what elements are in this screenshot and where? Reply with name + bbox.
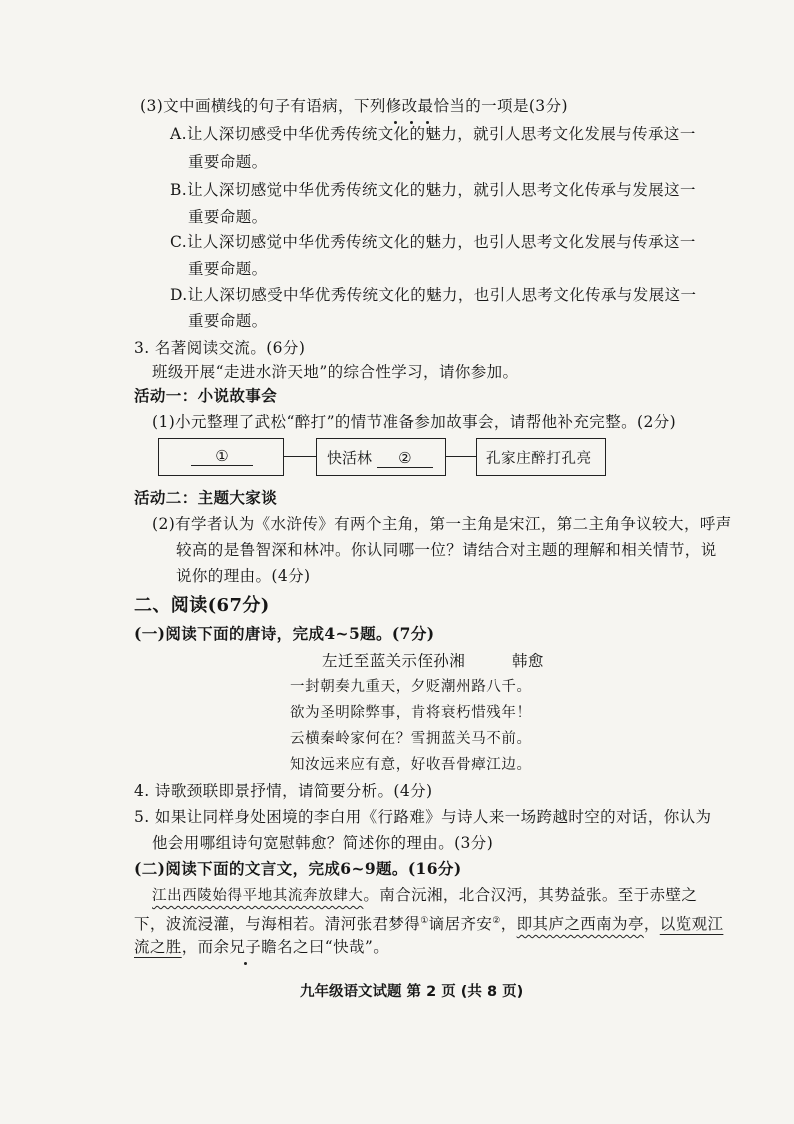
wenyan-text: ， (500, 915, 517, 934)
plot-box-3 (476, 438, 606, 476)
q5-line2: 他会用哪组诗句宽慰韩愈？简述你的理由。(3分) (152, 834, 494, 852)
wenyan-underlined-3: 以览观江 (659, 915, 724, 934)
activity2-title: 活动二：主题大家谈 (134, 488, 278, 507)
q5-line1: 5. 如果让同样身处困境的李白用《行路难》与诗人来一场跨越时空的对话，你认为 (134, 808, 712, 826)
section3-intro: 班级开展“走进水浒天地”的综合性学习，请你参加。 (152, 363, 519, 381)
poem-line: 欲为圣明除弊事，肯将衰朽惜残年！ (290, 705, 532, 721)
reading2-title: (二)阅读下面的文言文，完成6~9题。(16分) (134, 859, 462, 878)
plot-box-3-label: 孔家庄醉打孔亮 (486, 451, 592, 467)
poem-author: 韩愈 (512, 652, 544, 670)
wenyan-text: 。南合沅湘，北合汉沔，其势益张。至于赤壁之 (363, 886, 698, 904)
q3-option-d-line2: 重要命题。 (188, 312, 268, 330)
activity2-line3: 说你的理由。(4分) (176, 567, 311, 585)
wenyan-underlined-2: 即其庐之西南为亭 (516, 915, 644, 934)
wenyan-line3 (134, 937, 389, 957)
reading1-title: (一)阅读下面的唐诗，完成4~5题。(7分) (134, 624, 435, 643)
part2-title: 二、阅读(67分) (134, 595, 270, 616)
activity1-question: (1)小元整理了武松“醉打”的情节准备参加故事会，请帮他补充完整。(2分) (152, 413, 677, 431)
q3-option-d-line1: D.让人深切感受中华优秀传统文化的魅力，也引人思考文化传承与发展这一 (170, 286, 697, 304)
wenyan-line1 (152, 885, 697, 906)
activity2-line2: 较高的是鲁智深和林冲。你认同哪一位？请结合对主题的理解和相关情节，说 (176, 541, 717, 559)
blank-2: ② (377, 449, 433, 468)
q3-option-c-line2: 重要命题。 (188, 260, 268, 278)
wenyan-text: 谪居齐安 (428, 915, 493, 934)
footnote-marker: ① (420, 916, 429, 926)
plot-box-1 (158, 438, 284, 476)
activity1-title: 活动一：小说故事会 (134, 386, 278, 405)
plot-connector (446, 456, 476, 457)
q3-option-b-line1: B.让人深切感觉中华优秀传统文化的魅力，就引人思考文化传承与发展这一 (170, 181, 696, 199)
page-footer: 九年级语文试题 第 2 页 (共 8 页) (300, 984, 524, 1000)
wenyan-text: ， (643, 915, 660, 934)
plot-flow (158, 438, 604, 478)
plot-connector (284, 456, 316, 457)
wenyan-text: 下，波流浸灌，与海相若。清河张君梦得 (134, 915, 421, 934)
wenyan-underlined-4: 流之胜 (134, 938, 182, 956)
q3-stem: (3)文中画横线的句子有语病，下列修改最恰当的一项是(3分) (140, 97, 568, 115)
q3-option-c-line1: C.让人深切感觉中华优秀传统文化的魅力，也引人思考文化发展与传承这一 (170, 233, 696, 251)
blank-1: ① (191, 447, 253, 466)
q4: 4. 诗歌颈联即景抒情，请简要分析。(4分) (134, 782, 433, 800)
activity2-line1: (2)有学者认为《水浒传》有两个主角，第一主角是宋江，第二主角争议较大，呼声 (152, 515, 732, 533)
emphasis-dot (244, 962, 247, 965)
poem-line: 云横秦岭家何在？雪拥蓝关马不前。 (290, 731, 532, 747)
footnote-marker: ② (492, 916, 501, 926)
q3-option-b-line2: 重要命题。 (188, 208, 268, 226)
plot-box-2-label: 快活林 (327, 449, 373, 467)
q3-option-a-line1: A.让人深切感受中华优秀传统文化的魅力，就引人思考文化发展与传承这一 (170, 125, 696, 143)
poem-line: 一封朝奏九重天，夕贬潮州路八千。 (290, 679, 532, 695)
poem-title: 左迁至蓝关示侄孙湘 (322, 652, 466, 670)
poem-line: 知汝远来应有意，好收吾骨瘴江边。 (290, 757, 532, 773)
wenyan-text: ，而余兄子瞻名之曰“快哉”。 (181, 938, 390, 956)
plot-box-2 (316, 438, 446, 476)
section3-title: 3. 名著阅读交流。(6分) (134, 339, 306, 357)
wenyan-underlined-1: 江出西陵始得平地其流奔放肆大 (152, 888, 364, 904)
wenyan-line2 (134, 911, 723, 934)
q3-option-a-line2: 重要命题。 (188, 153, 268, 171)
